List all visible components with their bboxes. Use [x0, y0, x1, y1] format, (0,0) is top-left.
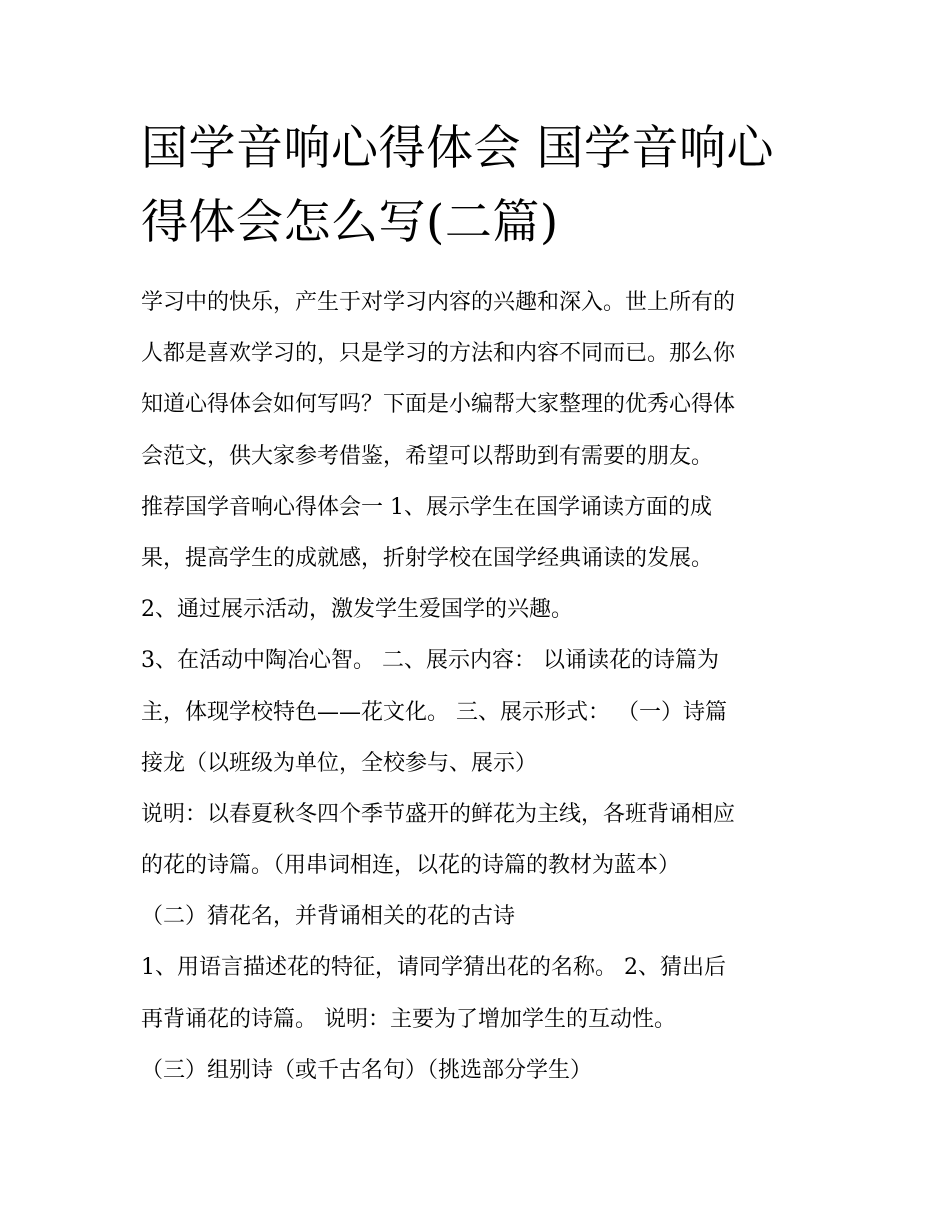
body-line-14: 1、用语言描述花的特征，请同学猜出花的名称。 2、猜出后: [141, 955, 726, 981]
body-line-15: 再背诵花的诗篇。 说明：主要为了增加学生的互动性。: [141, 1006, 676, 1032]
body-line-11: 说明：以春夏秋冬四个季节盛开的鲜花为主线，各班背诵相应: [141, 801, 736, 827]
body-line-8: 3、在活动中陶冶心智。 二、展示内容： 以诵读花的诗篇为: [141, 648, 719, 674]
body-line-2: 人都是喜欢学习的，只是学习的方法和内容不同而已。那么你: [141, 341, 736, 367]
document-body: [141, 277, 831, 1096]
body-line-12: 的花的诗篇。（用串词相连，以花的诗篇的教材为蓝本）: [141, 853, 681, 879]
body-line-13: （二）猜花名，并背诵相关的花的古诗: [141, 904, 516, 930]
title-line-2: 得体会怎么写(二篇): [141, 195, 559, 250]
document-title: [141, 112, 831, 260]
body-line-9: 主，体现学校特色——花文化。 三、展示形式： （一）诗篇: [141, 699, 727, 725]
body-line-5: 推荐国学音响心得体会一 1、展示学生在国学诵读方面的成: [141, 494, 712, 520]
body-line-10: 接龙（以班级为单位，全校参与、展示）: [141, 750, 538, 776]
body-line-1: 学习中的快乐，产生于对学习内容的兴趣和深入。世上所有的: [141, 290, 736, 315]
body-line-7: 2、通过展示活动，激发学生爱国学的兴趣。: [141, 597, 573, 623]
body-line-16: （三）组别诗（或千古名句）（挑选部分学生）: [141, 1057, 593, 1083]
title-line-1: 国学音响心得体会 国学音响心: [141, 121, 774, 176]
body-line-6: 果，提高学生的成就感，折射学校在国学经典诵读的发展。: [141, 545, 714, 571]
body-line-3: 知道心得体会如何写吗？下面是小编帮大家整理的优秀心得体: [141, 392, 736, 418]
body-line-4: 会范文，供大家参考借鉴，希望可以帮助到有需要的朋友。: [141, 443, 714, 469]
